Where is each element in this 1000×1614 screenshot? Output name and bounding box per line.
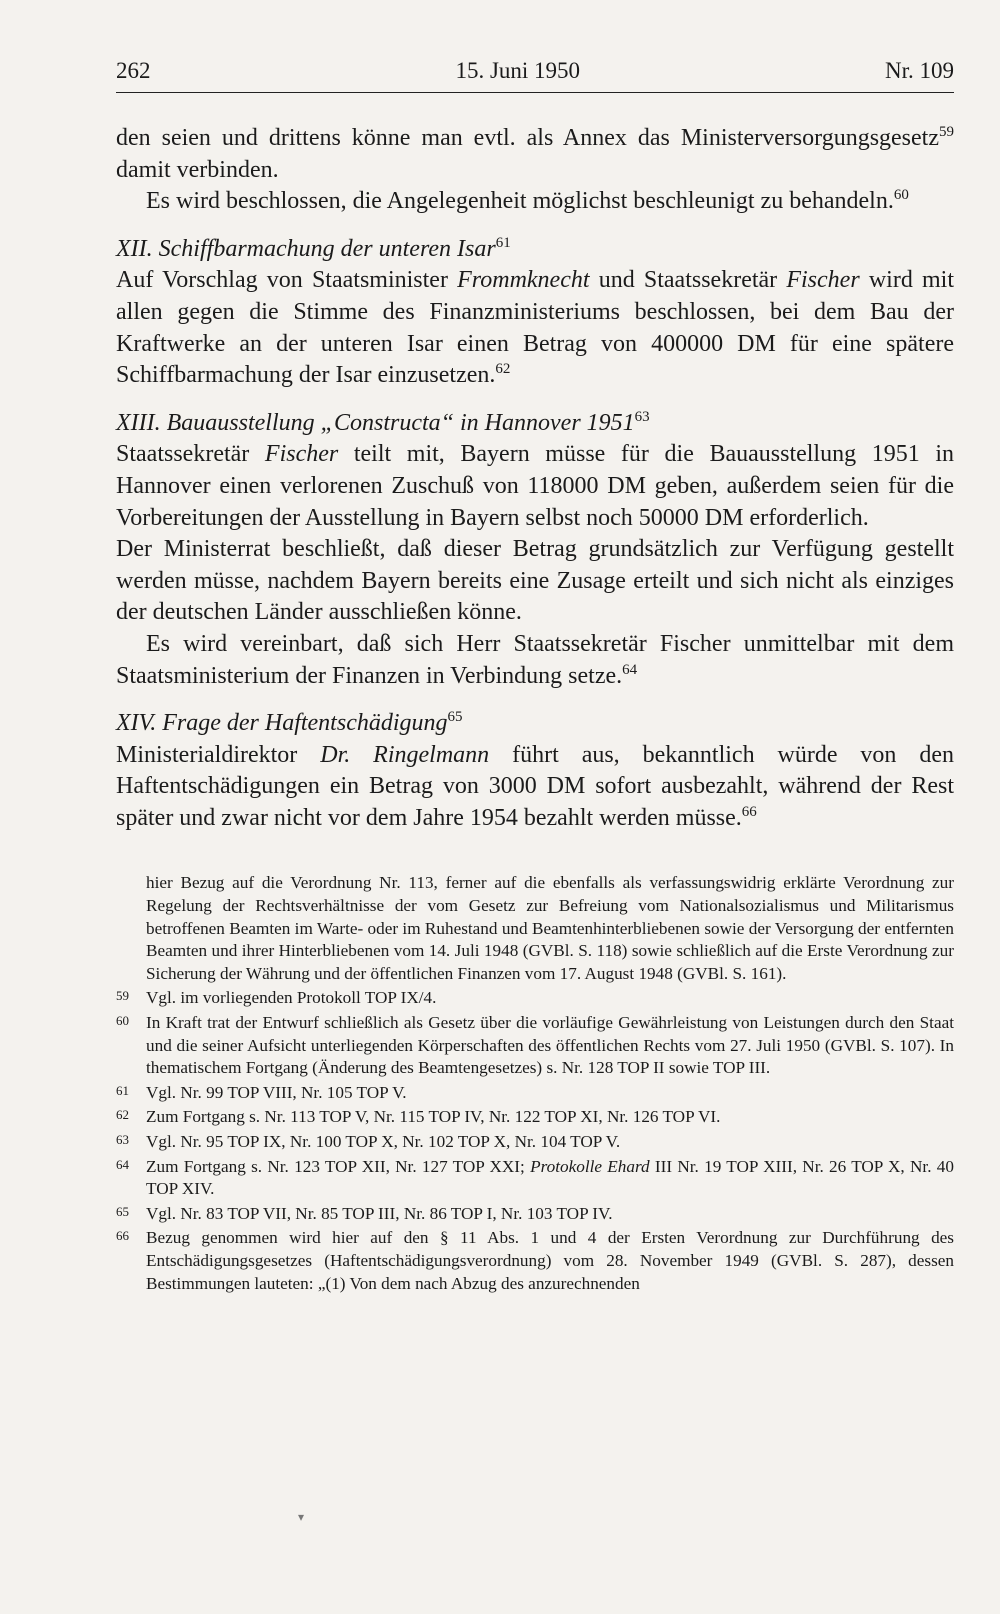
- footnote-ref[interactable]: 60: [893, 187, 909, 204]
- footnote-ref[interactable]: 65: [447, 709, 463, 726]
- section-heading: XII. Schiffbarmachung der unteren Isar$^{61}$: [116, 234, 511, 262]
- footnote-ref[interactable]: 59: [939, 124, 954, 140]
- footnote: 66 Bezug genommen wird hier auf den § 11 Abs. 1 und 4 der Ersten Verordnung zur Durchführung des Entschädigungsgesetzes (Haftentschädigungsverordnung) vom 28. November 1949 (GVBl. S. 287), dessen Bestimmungen lauteten: „(1) Von dem nach Abzug des anzurechnenden: [116, 1228, 954, 1293]
- footnote: 63 Vgl. Nr. 95 TOP IX, Nr. 100 TOP X, Nr. 102 TOP X, Nr. 104 TOP V.: [116, 1132, 621, 1151]
- section-heading: XIV. Frage der Haftentschädigung$^{65}$: [116, 709, 463, 737]
- footnote: 61 Vgl. Nr. 99 TOP VIII, Nr. 105 TOP V.: [116, 1082, 407, 1102]
- footnote: 59 Vgl. im vorliegenden Protokoll TOP IX/4.: [116, 988, 437, 1008]
- paragraph: Der Ministerrat beschließt, daß dieser Betrag grundsätzlich zur Verfügung gestellt werden müsse, nachdem Bayern bereits eine Zusage erteilt und sich nicht als einziges der deutschen Länder ausschließen könne.: [116, 536, 954, 626]
- paragraph: Auf Vorschlag von Staatsminister Frommknecht und Staatssekretär Fischer wird mit allen gegen die Stimme des Finanzministeriums beschlossen, bei dem Bau der Kraftwerke an der unteren Isar einen Betrag von 400000 DM für eine spätere Schiffbarmachung der Isar einzusetzen.$^{62}$: [116, 267, 955, 389]
- footnote-ref[interactable]: 61: [495, 234, 511, 251]
- paragraph: den seien und drittens könne man evtl. als Annex das Ministerversorgungsgesetz$^{59}$ damit verbinden.: [116, 124, 954, 183]
- paragraph: Es wird vereinbart, daß sich Herr Staatssekretär Fischer unmittelbar mit dem Staatsministerium der Finanzen in Verbindung setze.$^{64}$: [116, 630, 954, 689]
- footnotes: [116, 872, 954, 1295]
- paragraph: Ministerialdirektor Dr. Ringelmann führt aus, bekanntlich würde von den Haftentschädigungen ein Betrag von 3000 DM sofort ausbezahlt, während der Rest später und zwar nicht vor dem Jahre 1954 bezahlt werden müsse.$^{66}$: [116, 741, 955, 831]
- header-date: 15. Juni 1950: [455, 58, 581, 83]
- footnote: 60 In Kraft trat der Entwurf schließlich als Gesetz über die vorläufige Gewährleistung von Leistungen durch den Staat und die seiner Aufsicht unterliegenden Körperschaften des öffentlichen Rechts vom 27. Juli 1950 (GVBl. S. 107). In thematischem Fortgang (Änderung des Beamtengesetzes) s. Nr. 128 TOP II sowie TOP III.: [116, 1013, 954, 1078]
- page-number: 262: [116, 58, 151, 83]
- footnote-ref[interactable]: 63: [634, 408, 650, 425]
- paragraph: Es wird beschlossen, die Angelegenheit möglichst beschleunigt zu behandeln.$^{60}$: [146, 187, 909, 215]
- stray-mark: ▾: [298, 1510, 305, 1524]
- footnote-continuation: hier Bezug auf die Verordnung Nr. 113, ferner auf die ebenfalls als verfassungswidrig erklärte Verordnung zur Regelung der Rechtsverhältnisse der vom Gesetz zur Befreiung vom Nationalsozialismus und Militarismus betroffenen Beamten im Warte- oder im Ruhestand und Beamtenhinterbliebenen sowie der Versorgung der entfernten Beamten und ihrer Hinterbliebenen vom 14. Juli 1948 (GVBl. S. 118) sowie schließlich auf die Erste Verordnung zur Sicherung der Währung und der öffentlichen Finanzen vom 17. August 1948 (GVBl. S. 161).: [146, 873, 954, 983]
- paragraph: Staatssekretär Fischer teilt mit, Bayern müsse für die Bauausstellung 1951 in Hannover einen verlorenen Zuschuß von 118000 DM geben, außerdem seien für die Vorbereitungen der Ausstellung in Bayern selbst noch 50000 DM erforderlich.: [116, 441, 954, 531]
- footnote-ref[interactable]: 64: [622, 661, 638, 678]
- footnote: 62 Zum Fortgang s. Nr. 113 TOP V, Nr. 115 TOP IV, Nr. 122 TOP XI, Nr. 126 TOP VI.: [116, 1107, 721, 1127]
- issue-number: Nr. 109: [885, 58, 954, 83]
- running-header: [116, 58, 954, 93]
- footnote: 65 Vgl. Nr. 83 TOP VII, Nr. 85 TOP III, Nr. 86 TOP I, Nr. 103 TOP IV.: [116, 1203, 613, 1223]
- main-text: [116, 123, 954, 834]
- footnote-ref[interactable]: 66: [741, 803, 757, 820]
- document-page: [116, 58, 954, 1295]
- footnote: 64 Zum Fortgang s. Nr. 123 TOP XII, Nr. 127 TOP XXI; Protokolle Ehard III Nr. 19 TOP XIII, Nr. 26 TOP X, Nr. 40 TOP XIV.: [116, 1156, 954, 1199]
- footnote-ref[interactable]: 62: [495, 361, 511, 378]
- section-heading: XIII. Bauausstellung „Constructa“ in Hannover 1951$^{63}$: [116, 408, 650, 436]
